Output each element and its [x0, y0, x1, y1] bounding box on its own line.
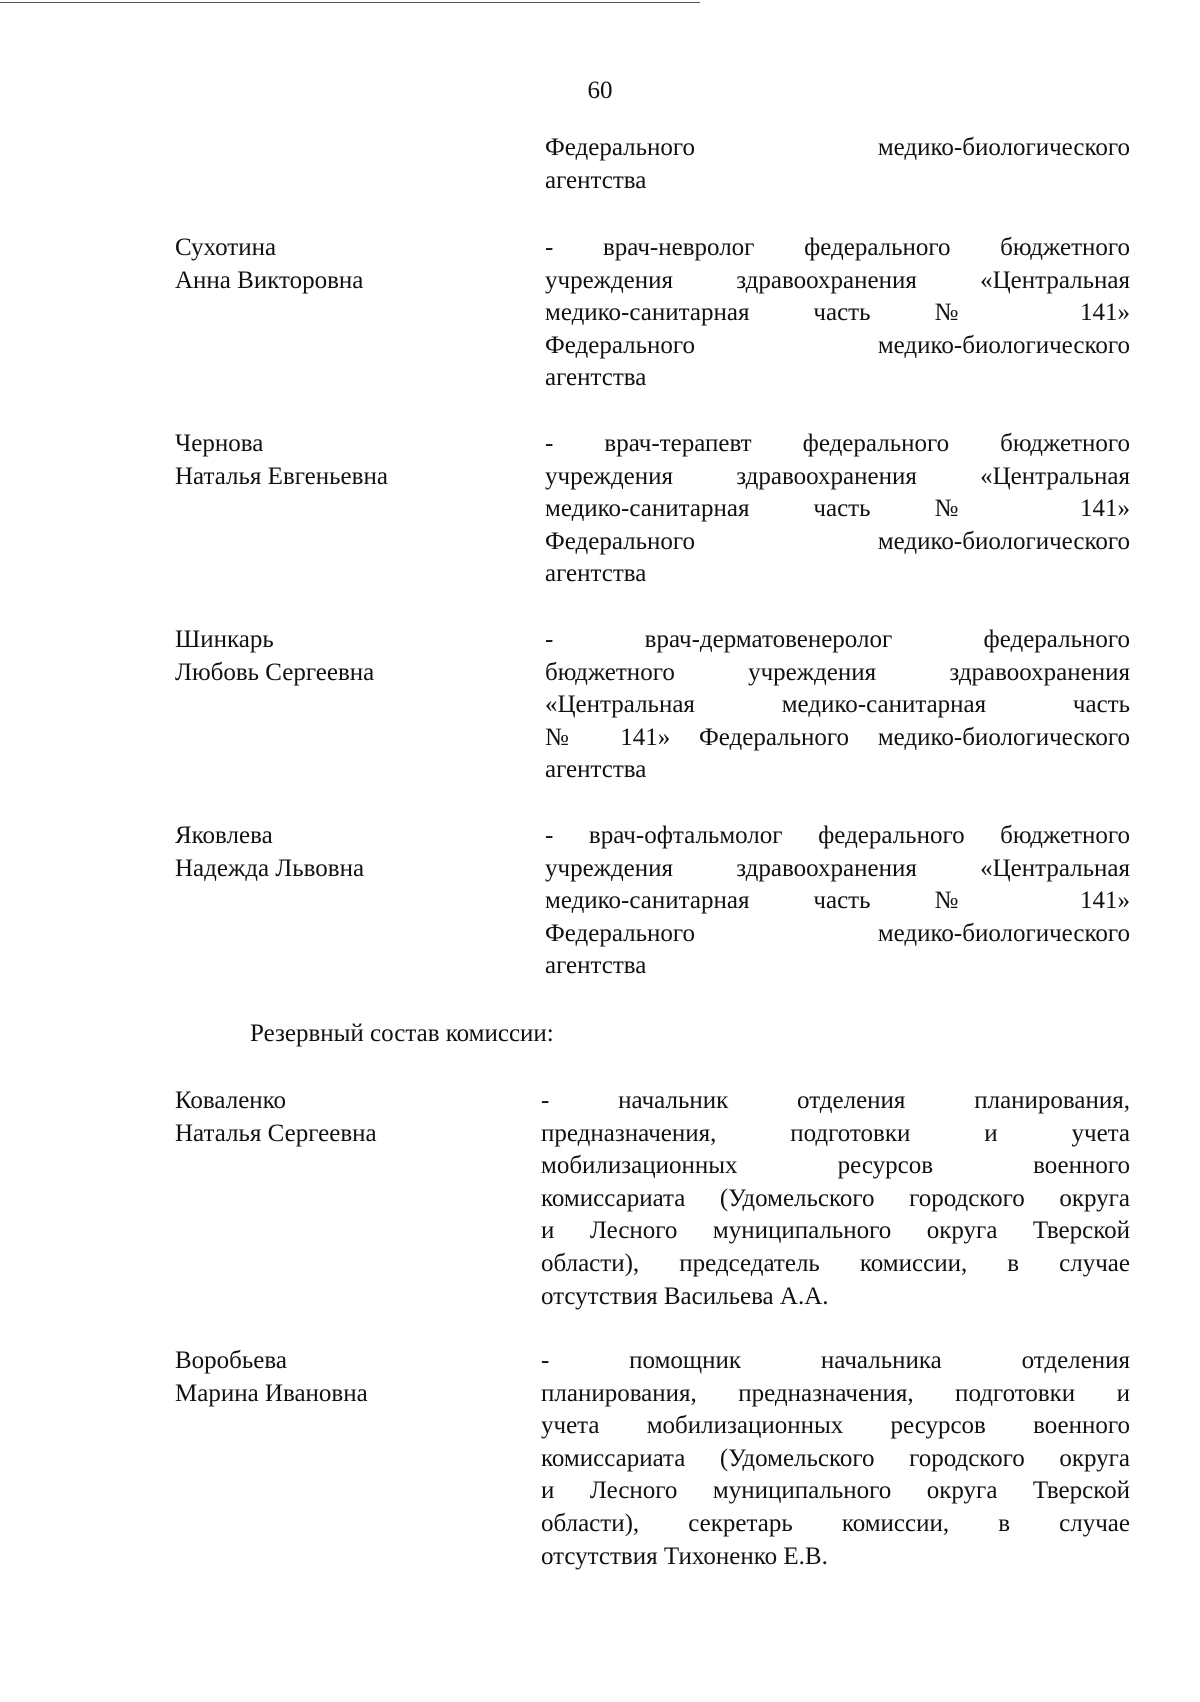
desc-line: № 141» Федерального медико-биологического	[545, 723, 1130, 751]
member-given-name: Анна Викторовна	[175, 266, 364, 294]
desc-line: агентства	[545, 756, 647, 784]
desc-line: - врач-терапевт федерального бюджетного	[545, 430, 1130, 457]
desc-line: - врач-дерматовенеролог федерального	[545, 626, 1130, 653]
desc-line: - врач-офтальмолог федерального бюджетного	[545, 822, 1130, 849]
desc-line: области), секретарь комиссии, в случае	[541, 1509, 1130, 1537]
desc-line: агентства	[545, 952, 647, 980]
desc-line: Федерального медико-биологического	[545, 919, 1130, 947]
desc-line: агентства	[545, 166, 647, 194]
member-surname: Шинкарь	[175, 626, 274, 653]
reserve-section-heading: Резервный состав комиссии:	[250, 1020, 554, 1047]
member-surname: Сухотина	[175, 234, 277, 261]
desc-line: учреждения здравоохранения «Центральная	[545, 854, 1130, 882]
desc-line: медико-санитарная часть № 141»	[545, 299, 1130, 327]
desc-line: - врач-невролог федерального бюджетного	[545, 234, 1130, 261]
desc-line: комиссариата (Удомельского городского округа	[541, 1444, 1130, 1472]
desc-line: и Лесного муниципального округа Тверской	[541, 1217, 1130, 1245]
desc-line: агентства	[545, 560, 647, 588]
member-name	[175, 232, 515, 297]
desc-line: медико-санитарная часть № 141»	[545, 887, 1130, 915]
desc-line: области), председатель комиссии, в случае	[541, 1249, 1130, 1277]
top-scan-rule	[0, 2, 700, 3]
member-given-name: Наталья Сергеевна	[175, 1119, 377, 1147]
desc-line: комиссариата (Удомельского городского округа	[541, 1184, 1130, 1212]
member-surname: Яковлева	[175, 822, 273, 849]
desc-line: - начальник отделения планирования,	[541, 1087, 1130, 1114]
desc-line: отсутствия Васильева А.А.	[541, 1282, 829, 1310]
member-given-name: Марина Ивановна	[175, 1379, 368, 1407]
desc-line: отсутствия Тихоненко Е.В.	[541, 1542, 828, 1570]
desc-line: бюджетного учреждения здравоохранения	[545, 658, 1130, 686]
member-surname: Коваленко	[175, 1087, 287, 1114]
member-position	[545, 232, 1130, 395]
member-given-name: Наталья Евгеньевна	[175, 462, 388, 490]
desc-line: учреждения здравоохранения «Центральная	[545, 462, 1130, 490]
desc-line: мобилизационных ресурсов военного	[541, 1152, 1130, 1180]
member-name	[175, 624, 515, 689]
desc-line: медико-санитарная часть № 141»	[545, 495, 1130, 523]
desc-line: «Центральная медико-санитарная часть	[545, 691, 1130, 719]
desc-line: предназначения, подготовки и учета	[541, 1119, 1130, 1147]
desc-line: учреждения здравоохранения «Центральная	[545, 266, 1130, 294]
desc-line: - помощник начальника отделения	[541, 1347, 1130, 1374]
member-name	[175, 428, 515, 493]
member-name	[175, 1085, 515, 1150]
member-position	[545, 428, 1130, 591]
desc-line: учета мобилизационных ресурсов военного	[541, 1412, 1130, 1440]
desc-line: агентства	[545, 364, 647, 392]
member-position	[545, 624, 1130, 787]
member-position	[541, 1345, 1130, 1573]
member-given-name: Любовь Сергеевна	[175, 658, 375, 686]
member-position	[541, 1085, 1130, 1313]
page-number: 60	[587, 77, 613, 104]
member-position	[545, 820, 1130, 983]
member-given-name: Надежда Львовна	[175, 854, 365, 882]
desc-line: планирования, предназначения, подготовки и	[541, 1379, 1130, 1407]
member-surname: Воробьева	[175, 1347, 287, 1374]
continuation-text	[545, 132, 1130, 197]
member-surname: Чернова	[175, 430, 264, 457]
desc-line: Федерального медико-биологического	[545, 527, 1130, 555]
desc-line: Федерального медико-биологического	[545, 331, 1130, 359]
desc-line: и Лесного муниципального округа Тверской	[541, 1477, 1130, 1505]
member-name	[175, 820, 515, 885]
desc-line: Федерального медико-биологического	[545, 134, 1130, 161]
member-name	[175, 1345, 515, 1410]
